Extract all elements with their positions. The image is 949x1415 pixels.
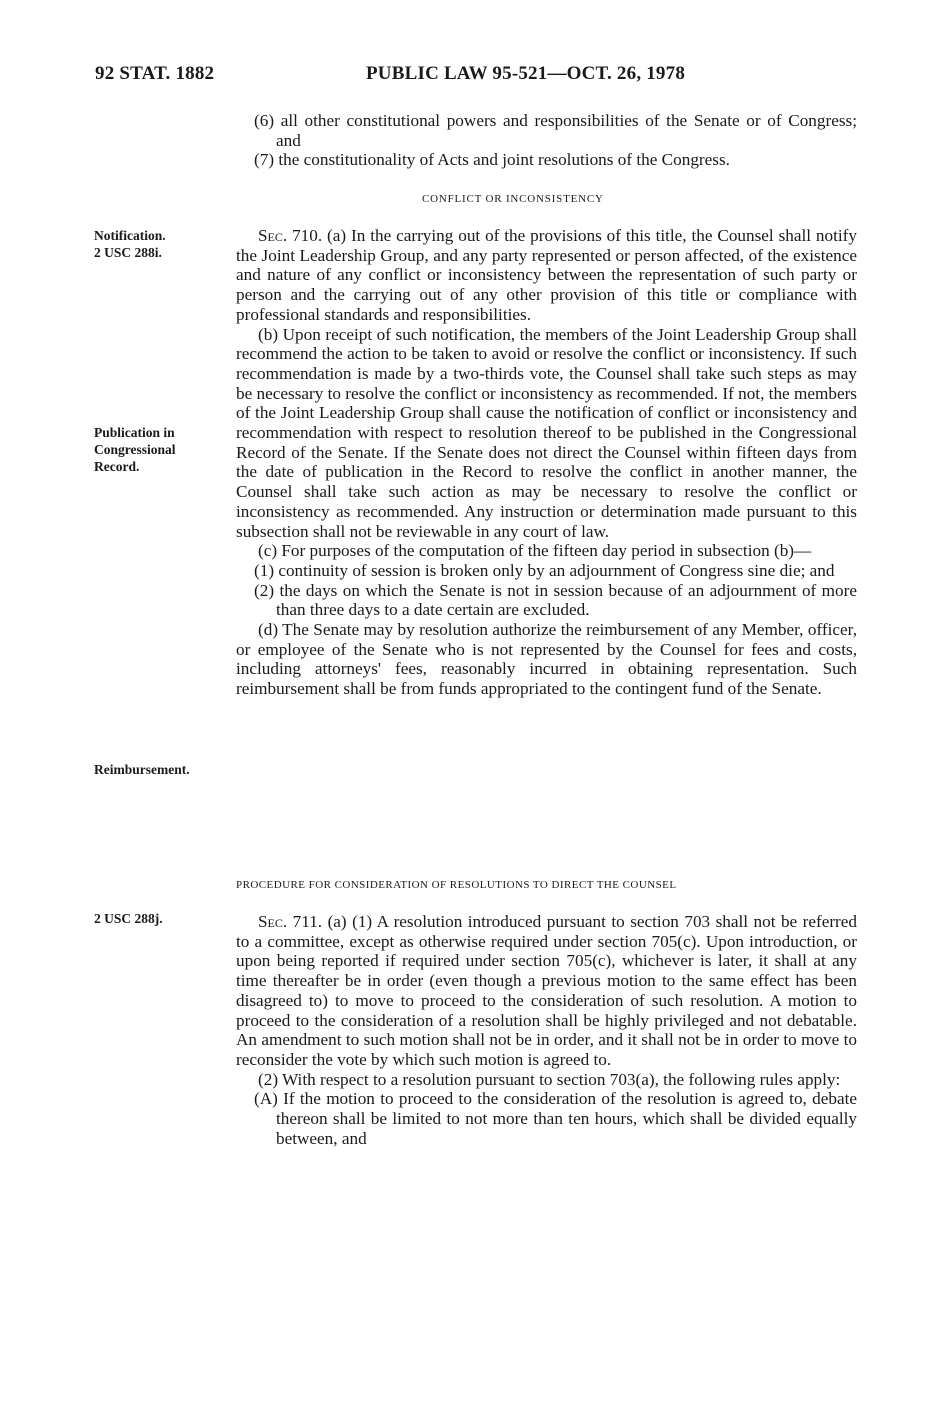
- section-heading-procedure: PROCEDURE FOR CONSIDERATION OF RESOLUTIONS TO DIRECT THE COUNSEL: [236, 879, 677, 891]
- section-711-A: (A) If the motion to proceed to the consideration of the resolution is agreed to, debate thereon shall be limited to not more than ten hours, which shall be divided equally between, and: [254, 1089, 857, 1148]
- section-711-a2: (2) With respect to a resolution pursuant to section 703(a), the following rules apply:: [258, 1069, 841, 1089]
- section-711: [236, 912, 857, 1148]
- paragraph-7: (7) the constitutionality of Acts and joint resolutions of the Congress.: [254, 150, 730, 170]
- section-710-b: (b) Upon receipt of such notification, the members of the Joint Leadership Group shall recommend the action to be taken to avoid or resolve the conflict or inconsistency. If such recommendation is made by a two-thirds vote, the Counsel shall take such steps as may be necessary to resolve the conflict or inconsistency as recommended. If not, the members of the Joint Leadership Group shall cause the notification of conflict or inconsistency and recommendation with respect to resolution thereof to be published in the Congressional Record of the Senate. If the Senate does not direct the Counsel within fifteen days from the date of publication in the Record to resolve the conflict in another manner, the Counsel shall take such action as may be necessary to resolve the conflict or inconsistency as recommended. Any instruction or determination made pursuant to this subsection shall not be reviewable in any court of law.: [236, 324, 857, 541]
- section-710-c: (c) For purposes of the computation of the fifteen day period in subsection (b)—: [258, 541, 812, 561]
- section-710-c1: (1) continuity of session is broken only by an adjournment of Congress sine die; and: [254, 560, 835, 580]
- sec-label: Sec.: [258, 226, 288, 245]
- section-710-a: Sec. 710. (a) In the carrying out of the provisions of this title, the Counsel shall notify the Joint Leadership Group, and any party represented or person affected, of the existence and nature of any conflict or inconsistency between the representation of such party or person and the carrying out of any other provision of this title or compliance with professional standards and responsibilities.: [236, 226, 857, 324]
- margin-note-publication: Publication in Congressional Record.: [94, 425, 176, 474]
- margin-note-usc-288j: 2 USC 288j.: [94, 911, 163, 926]
- sec-label: Sec.: [258, 912, 288, 931]
- margin-note-notification: Notification. 2 USC 288i.: [94, 228, 166, 260]
- section-710-c2: (2) the days on which the Senate is not in session because of an adjournment of more than three days to a date certain are excluded.: [254, 580, 857, 620]
- paragraphs-6-7: [236, 111, 857, 170]
- section-heading-conflict: CONFLICT OR INCONSISTENCY: [422, 193, 604, 205]
- stat-citation: 92 STAT. 1882: [95, 63, 215, 84]
- margin-note-reimbursement: Reimbursement.: [94, 762, 190, 777]
- section-710-d: (d) The Senate may by resolution authorize the reimbursement of any Member, officer, or employee of the Senate who is not represented by the Counsel for fees and costs, including attorneys' fees, reasonably incurred in obtaining representation. Such reimbursement shall be from funds appropriated to the contingent fund of the Senate.: [236, 620, 857, 699]
- paragraph-6: (6) all other constitutional powers and responsibilities of the Senate or of Congress; and: [254, 111, 857, 150]
- section-710: [236, 226, 857, 699]
- public-law-title: PUBLIC LAW 95-521—OCT. 26, 1978: [366, 63, 686, 84]
- section-711-a1: Sec. 711. (a) (1) A resolution introduced pursuant to section 703 shall not be referred to a committee, except as otherwise required under section 705(c). Upon introduction, or upon being reported if required under section 705(c), whichever is later, it shall at any time thereafter be in order (even though a previous motion to the same effect has been disagreed to) to move to proceed to the consideration of such resolution. A motion to proceed to the consideration of a resolution shall be highly privileged and not debatable. An amendment to such motion shall not be in order, and it shall not be in order to move to reconsider the vote by which such motion is agreed to.: [236, 912, 857, 1069]
